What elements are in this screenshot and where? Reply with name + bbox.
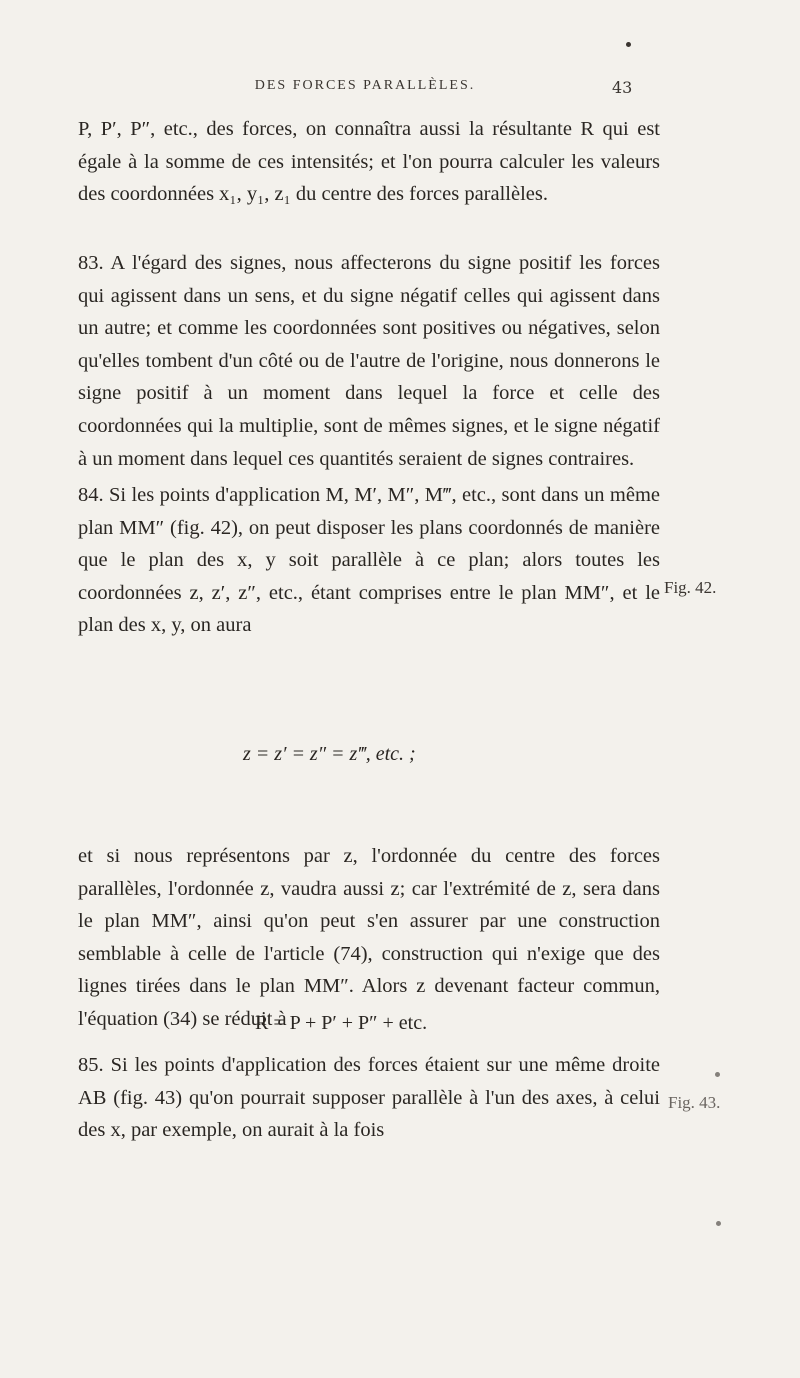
page-number: 43 — [612, 78, 633, 97]
running-title: DES FORCES PARALLÈLES. — [254, 78, 476, 93]
margin-figure-ref-42: Fig. 42. — [664, 578, 717, 597]
paragraph-continuation — [78, 113, 660, 211]
paragraph-85 — [78, 1049, 660, 1147]
margin-figure-ref-43: Fig. 43. — [668, 1093, 721, 1112]
paragraph-text: P, P′, P″, etc., des forces, on connaîtra aussi la résultante R qui est égale à la somme de ces intensités; et l'on pourra calculer les valeurs des coordonnées x₁, y₁, z₁ du centre des forces parallèles. — [78, 118, 660, 206]
paragraph-83 — [78, 247, 660, 475]
ink-spot — [716, 1221, 721, 1226]
paragraph-84-continued — [78, 840, 660, 1036]
equation-resultant-sum: R = P + P′ + P″ + etc. — [255, 1012, 428, 1034]
paragraph-text: 83. A l'égard des signes, nous affecterons du signe positif les forces qui agissent dans un sens, et du signe négatif celles qui agissent dans un autre; et comme les coordonnées sont positives ou négatives, selon qu'elles tombent d'un côté ou de l'autre de l'origine, nous donnerons le signe positif à un moment dans lequel la force et celle des coordonnées qui la multiplie, sont de mêmes signes, et le signe négatif à un moment dans lequel ces quantités seraient de signes contraires. — [78, 252, 660, 470]
paragraph-text: 84. Si les points d'application M, M′, M″, M‴, etc., sont dans un même plan MM″ (fig. 42), on peut disposer les plans coordonnés de manière que le plan des x, y soit parallèle à ce plan; alors toutes les coordonnées z, z′, z″, etc., étant comprises entre le plan MM″, et le plan des x, y, on aura — [78, 484, 660, 637]
ink-spot — [715, 1072, 720, 1077]
ink-spot — [626, 42, 631, 47]
paragraph-84 — [78, 479, 660, 642]
paragraph-text: et si nous représentons par z, l'ordonnée du centre des forces parallèles, l'ordonnée z, vaudra aussi z; car l'extrémité de z, sera dans le plan MM″, ainsi qu'on peut s'en assurer par une construction semblable à celle de l'article (74), construction qui n'exige que des lignes tirées dans le plan MM″. Alors z devenant facteur commun, l'équation (34) se réduit à — [78, 845, 660, 1030]
equation-z-equal: z = z′ = z″ = z‴, etc. ; — [243, 743, 416, 765]
paragraph-text: 85. Si les points d'application des forces étaient sur une même droite AB (fig. 43) qu'on pourrait supposer parallèle à l'un des axes, à celui des x, par exemple, on aurait à la fois — [78, 1054, 660, 1142]
